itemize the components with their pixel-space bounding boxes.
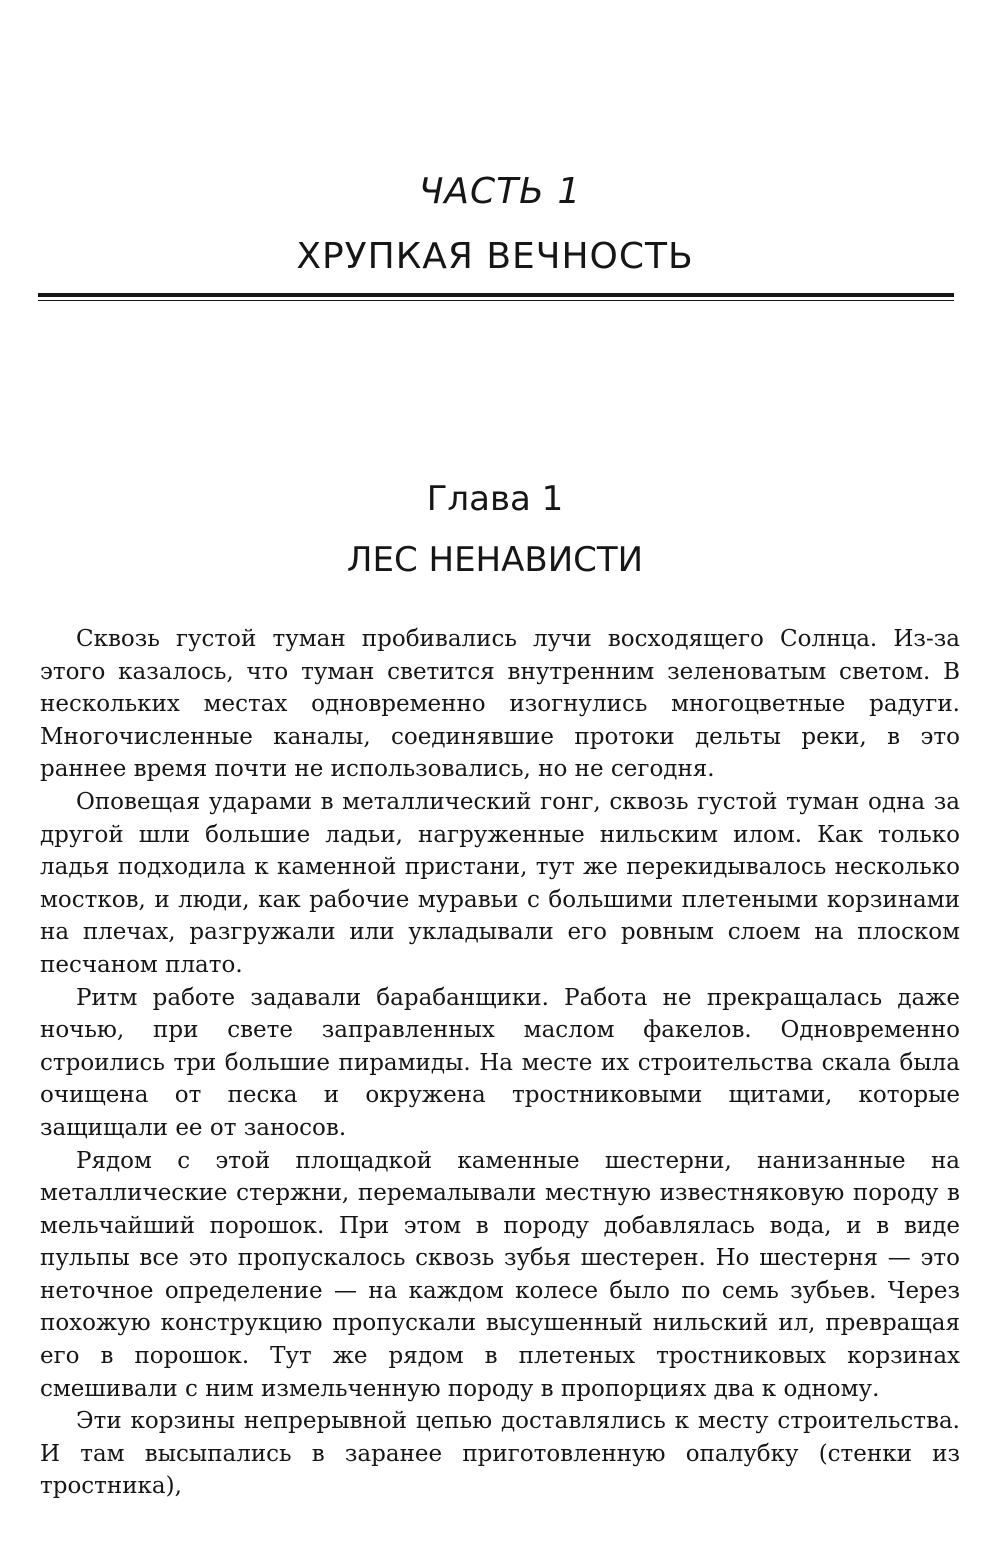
paragraph: Сквозь густой туман пробивались лучи восходящего Солнца. Из-за этого казалось, что туман светится внутренним зеленоватым светом. В нескольких местах одновременно изогнулись многоцветные радуги. Многочисленные каналы, соединявшие протоки дельты реки, в это раннее время почти не использовались, но не сегодня.: [40, 626, 960, 783]
part-label: ЧАСТЬ 1: [418, 171, 582, 212]
paragraph: Эти корзины непрерывной цепью доставлялись к месту строительства. И там высыпались в заранее приготовленную опалубку (стенки из тростника),: [40, 1408, 960, 1500]
chapter-label: Глава 1: [426, 479, 564, 519]
paragraph: Оповещая ударами в металлический гонг, сквозь густой туман одна за другой шли большие ладьи, нагруженные нильским илом. Как только ладья подходила к каменной пристани, тут же перекидывалось несколько мостков, и люди, как рабочие муравьи с большими плетеными корзинами на плечах, разгружали или укладывали его ровным слоем на плоском песчаном плато.: [40, 788, 960, 978]
paragraph: Рядом с этой площадкой каменные шестерни, нанизанные на металлические стержни, перемалывали местную известняковую породу в мельчайший порошок. При этом в породу добавлялась вода, и в виде пульпы все это пропускалось сквозь зубья шестерен. Но шестерня — это неточное определение — на каждом колесе было по семь зубьев. Через похожую конструкцию пропускали высушенный нильский ил, превращая его в порошок. Тут же рядом в плетеных тростниковых корзинах смешивали с ним измельченную породу в пропорциях два к одному.: [40, 1147, 960, 1402]
chapter-title: ЛЕС НЕНАВИСТИ: [346, 540, 644, 580]
body-text: [40, 623, 960, 1503]
part-title: ХРУПКАЯ ВЕЧНОСТЬ: [296, 236, 694, 277]
title-rule-thick: [38, 293, 954, 297]
title-rule-thin: [38, 300, 954, 301]
paragraph: Ритм работе задавали барабанщики. Работа не прекращалась даже ночью, при свете заправленных маслом факелов. Одновременно строились три большие пирамиды. На месте их строительства скала была очищена от песка и окружена тростниковыми щитами, которые защищали ее от заносов.: [40, 984, 960, 1141]
